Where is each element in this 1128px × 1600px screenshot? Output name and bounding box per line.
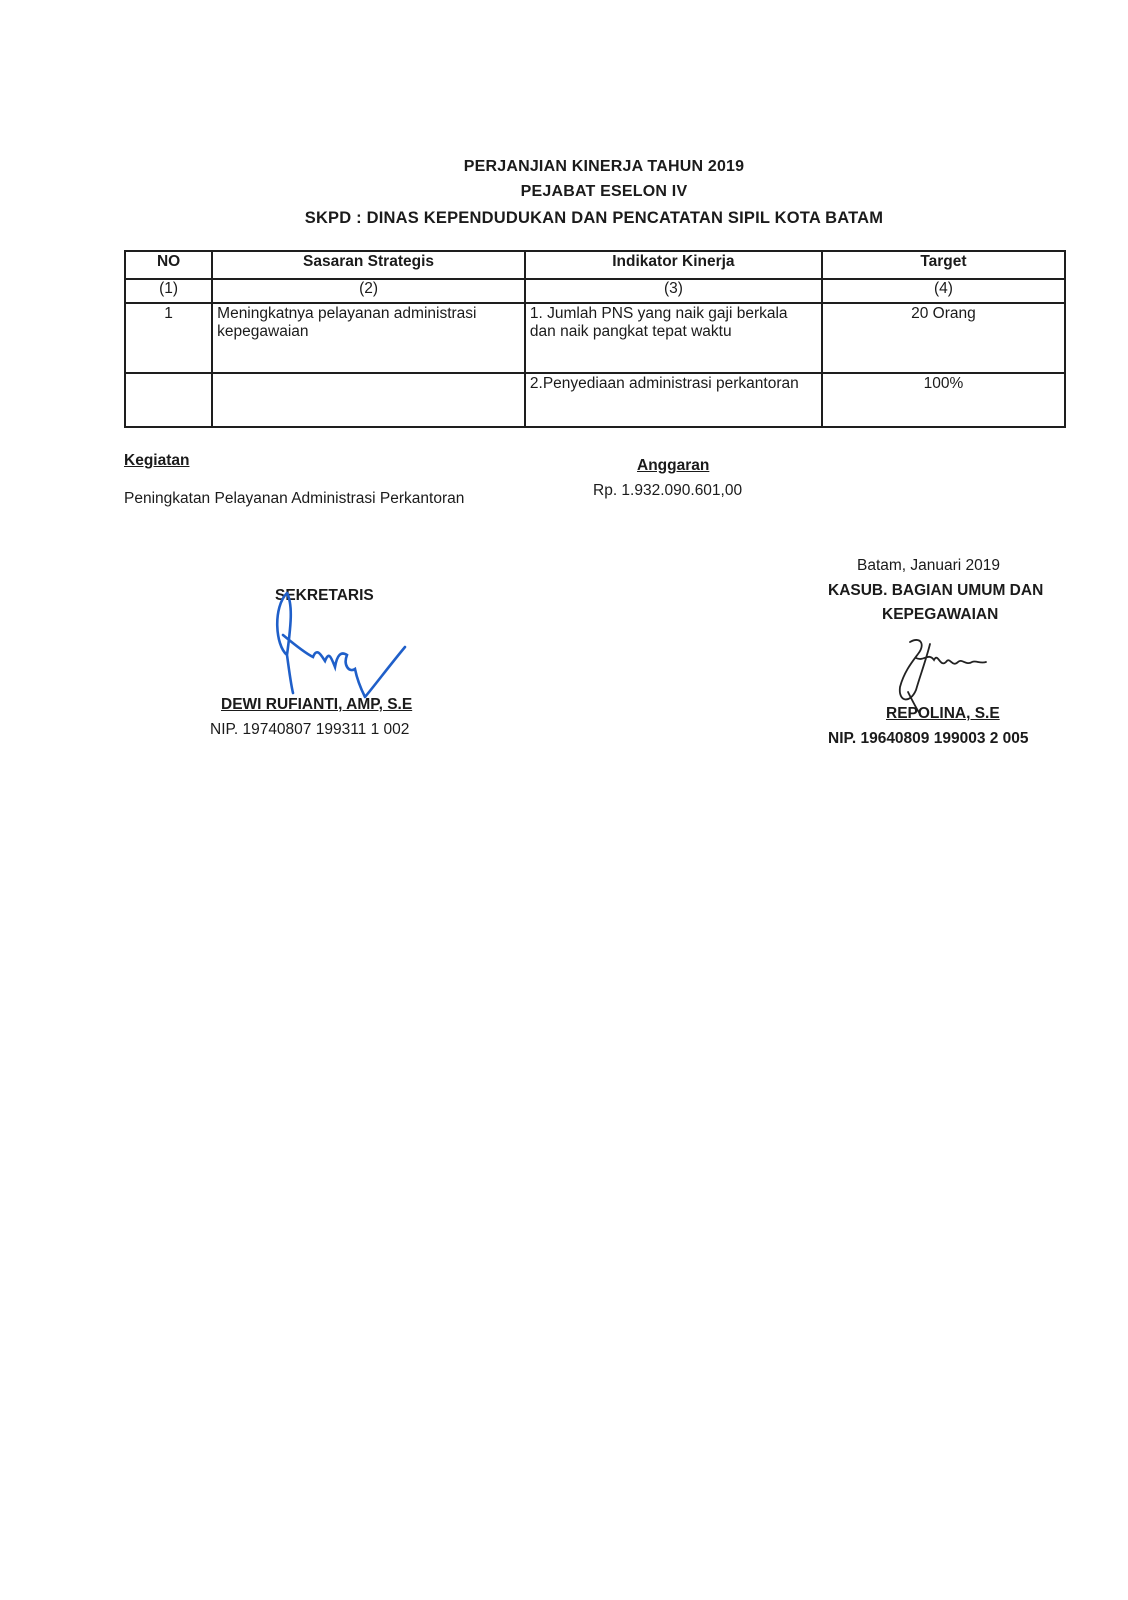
header-sasaran: Sasaran Strategis — [212, 251, 525, 279]
row-indikator: 2.Penyediaan administrasi perkantoran — [525, 373, 822, 427]
right-signatory-position-1: KASUB. BAGIAN UMUM DAN — [828, 582, 1044, 599]
place-date: Batam, Januari 2019 — [857, 557, 1001, 574]
document-subtitle-eselon: PEJABAT ESELON IV — [520, 183, 688, 200]
kegiatan-value: Peningkatan Pelayanan Administrasi Perkantoran — [124, 490, 465, 507]
row-indikator: 1. Jumlah PNS yang naik gaji berkala dan naik pangkat tepat waktu — [525, 303, 822, 373]
performance-table — [124, 250, 1066, 428]
number-cell: (1) — [125, 279, 212, 303]
header-indikator: Indikator Kinerja — [525, 251, 822, 279]
row-sasaran: Meningkatnya pelayanan administrasi kepegawaian — [212, 303, 525, 373]
row-target: 20 Orang — [822, 303, 1065, 373]
row-no: 1 — [125, 303, 212, 373]
left-signatory-nip: NIP. 19740807 199311 1 002 — [210, 721, 410, 738]
table-row — [125, 303, 1065, 373]
table-row — [125, 373, 1065, 427]
row-no — [125, 373, 212, 427]
document-title: PERJANJIAN KINERJA TAHUN 2019 — [463, 158, 745, 175]
row-sasaran — [212, 373, 525, 427]
number-cell: (3) — [525, 279, 822, 303]
header-no: NO — [125, 251, 212, 279]
number-cell: (4) — [822, 279, 1065, 303]
anggaran-label: Anggaran — [637, 457, 710, 474]
right-signatory-name: REPOLINA, S.E — [886, 705, 1000, 722]
right-signatory-position-2: KEPEGAWAIAN — [882, 606, 999, 623]
number-cell: (2) — [212, 279, 525, 303]
left-signatory-name: DEWI RUFIANTI, AMP, S.E — [221, 696, 413, 713]
table-number-row — [125, 279, 1065, 303]
left-signature — [265, 585, 425, 710]
kegiatan-label: Kegiatan — [124, 452, 190, 469]
left-signatory-position: SEKRETARIS — [275, 587, 374, 604]
anggaran-value: Rp. 1.932.090.601,00 — [593, 482, 743, 499]
table-header-row — [125, 251, 1065, 279]
header-target: Target — [822, 251, 1065, 279]
document-subtitle-skpd: SKPD : DINAS KEPENDUDUKAN DAN PENCATATAN SIPIL KOTA BATAM — [304, 209, 884, 227]
row-target: 100% — [822, 373, 1065, 427]
right-signatory-nip: NIP. 19640809 199003 2 005 — [828, 730, 1029, 747]
